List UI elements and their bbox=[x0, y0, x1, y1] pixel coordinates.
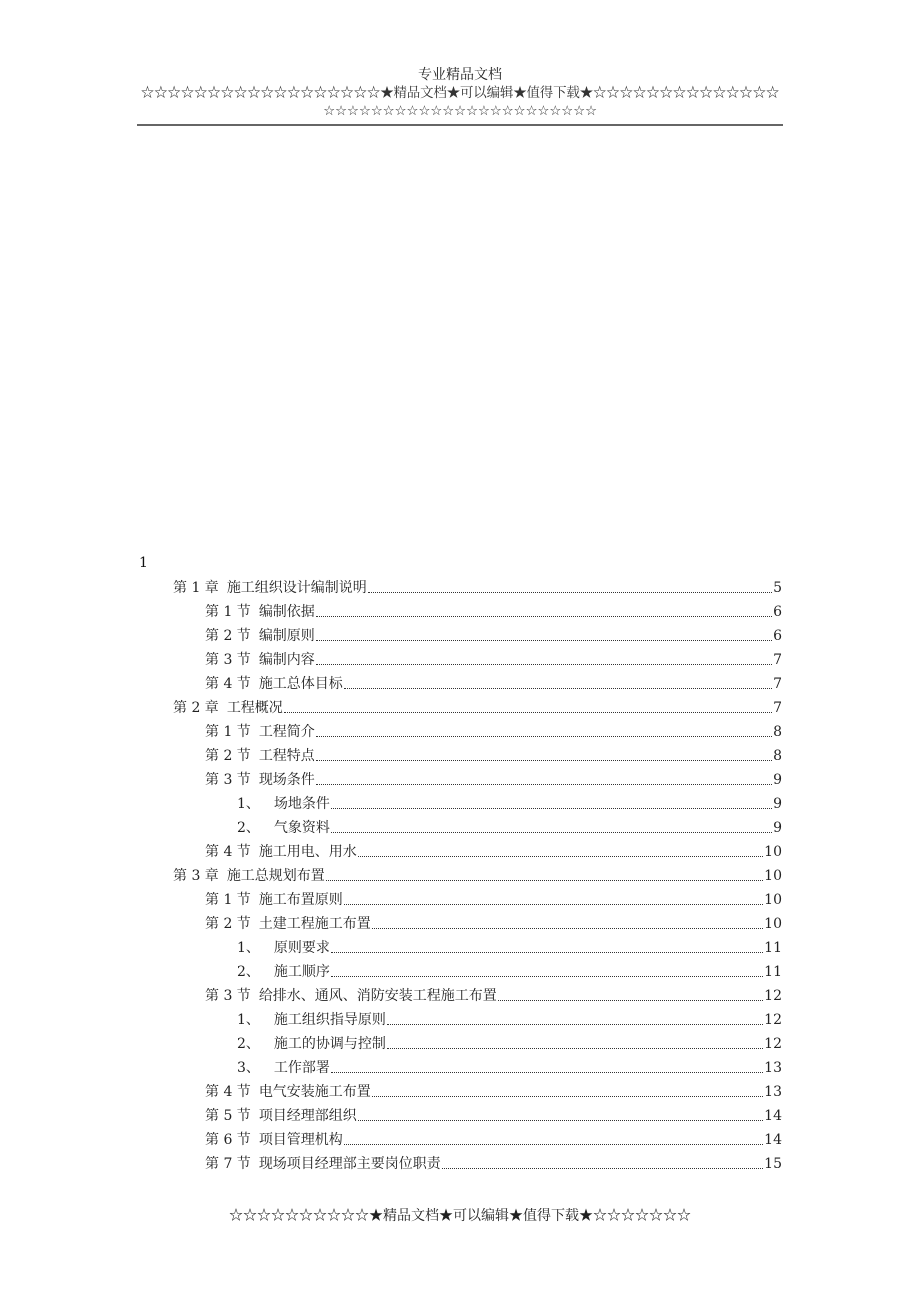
toc-entry[interactable] bbox=[237, 959, 782, 981]
header-divider bbox=[137, 124, 783, 126]
toc-entry[interactable] bbox=[205, 1079, 782, 1101]
toc-leader-dots bbox=[344, 904, 763, 905]
toc-entry-label bbox=[205, 747, 315, 765]
toc-entry-title: 施工组织指导原则 bbox=[273, 1012, 386, 1028]
toc-entry-page: 15 bbox=[764, 1156, 782, 1172]
toc-entry-prefix: 第 7 节 bbox=[205, 1156, 251, 1172]
toc-entry-page: 10 bbox=[764, 868, 782, 884]
toc-entry-title: 编制原则 bbox=[258, 628, 315, 644]
toc-entry[interactable] bbox=[205, 599, 782, 621]
toc-leader-dots bbox=[358, 1120, 763, 1121]
toc-entry-title: 工程特点 bbox=[258, 748, 315, 764]
toc-entry-title: 工程简介 bbox=[258, 724, 315, 740]
toc-entry-page: 7 bbox=[773, 700, 782, 716]
toc-entry-page: 12 bbox=[764, 1036, 782, 1052]
toc-entry[interactable] bbox=[205, 1127, 782, 1149]
header-banner-line-1: ☆☆☆☆☆☆☆☆☆☆☆☆☆☆☆☆☆☆★精品文档★可以编辑★值得下载★☆☆☆☆☆☆☆☆☆☆☆☆☆☆ bbox=[140, 85, 780, 101]
toc-entry[interactable] bbox=[205, 1151, 782, 1173]
toc-entry-label bbox=[205, 891, 343, 909]
header-title: 专业精品文档 bbox=[418, 67, 502, 83]
toc-entry-page: 7 bbox=[773, 652, 782, 668]
toc-entry-page: 10 bbox=[764, 844, 782, 860]
toc-entry-label bbox=[237, 1035, 386, 1053]
toc-entry[interactable] bbox=[205, 719, 782, 741]
toc-entry-prefix: 2、 bbox=[237, 964, 260, 980]
toc-entry-prefix: 1、 bbox=[237, 1012, 260, 1028]
toc-entry-prefix: 第 4 节 bbox=[205, 1084, 251, 1100]
toc-entry-prefix: 第 2 节 bbox=[205, 628, 251, 644]
toc-entry-title: 编制内容 bbox=[258, 652, 315, 668]
toc-entry-page: 8 bbox=[773, 748, 782, 764]
toc-entry[interactable] bbox=[205, 671, 782, 693]
toc-entry-page: 11 bbox=[764, 940, 782, 956]
toc-entry[interactable] bbox=[205, 647, 782, 669]
toc-entry-label bbox=[237, 939, 330, 957]
toc-entry-label bbox=[205, 915, 371, 933]
toc-entry[interactable] bbox=[173, 575, 782, 597]
toc-entry-title: 施工的协调与控制 bbox=[273, 1036, 386, 1052]
toc-entry-label bbox=[205, 771, 315, 789]
toc-entry[interactable] bbox=[237, 1055, 782, 1077]
toc-leader-dots bbox=[368, 592, 772, 593]
toc-entry-prefix: 第 4 节 bbox=[205, 844, 251, 860]
toc-entry-title: 气象资料 bbox=[273, 820, 330, 836]
toc-entry-prefix: 第 3 节 bbox=[205, 652, 251, 668]
toc-entry-title: 现场条件 bbox=[258, 772, 315, 788]
toc-entry[interactable] bbox=[173, 863, 782, 885]
toc-leader-dots bbox=[284, 712, 772, 713]
toc-entry-label bbox=[173, 699, 283, 717]
toc-entry-prefix: 第 2 节 bbox=[205, 748, 251, 764]
toc-entry-title: 施工用电、用水 bbox=[258, 844, 357, 860]
toc-entry-prefix: 第 6 节 bbox=[205, 1132, 251, 1148]
toc-entry-page: 8 bbox=[773, 724, 782, 740]
toc-entry-title: 给排水、通风、消防安装工程施工布置 bbox=[258, 988, 497, 1004]
toc-entry-prefix: 第 3 章 bbox=[173, 868, 219, 884]
toc-leader-dots bbox=[498, 1000, 763, 1001]
footer-banner: ☆☆☆☆☆☆☆☆☆☆★精品文档★可以编辑★值得下载★☆☆☆☆☆☆☆ bbox=[229, 1208, 691, 1224]
toc-entry[interactable] bbox=[237, 815, 782, 837]
page-number: 1 bbox=[139, 555, 148, 571]
toc-entry-page: 10 bbox=[764, 892, 782, 908]
toc-leader-dots bbox=[326, 880, 763, 881]
toc-entry-page: 14 bbox=[764, 1132, 782, 1148]
toc-leader-dots bbox=[331, 952, 763, 953]
toc-entry-title: 场地条件 bbox=[273, 796, 330, 812]
toc-entry-label bbox=[205, 1155, 441, 1173]
toc-entry[interactable] bbox=[205, 1103, 782, 1125]
toc-leader-dots bbox=[331, 976, 763, 977]
toc-entry-label bbox=[205, 603, 315, 621]
toc-entry-label bbox=[237, 819, 330, 837]
toc-entry-prefix: 第 3 节 bbox=[205, 988, 251, 1004]
toc-entry-page: 14 bbox=[764, 1108, 782, 1124]
toc-leader-dots bbox=[316, 640, 772, 641]
toc-entry-label bbox=[205, 723, 315, 741]
toc-entry-prefix: 2、 bbox=[237, 820, 260, 836]
toc-leader-dots bbox=[372, 1096, 763, 1097]
toc-entry-page: 6 bbox=[773, 628, 782, 644]
toc-entry-title: 项目管理机构 bbox=[258, 1132, 343, 1148]
toc-entry-label bbox=[205, 651, 315, 669]
toc-leader-dots bbox=[344, 1144, 763, 1145]
toc-entry-label bbox=[205, 1083, 371, 1101]
toc-leader-dots bbox=[316, 616, 772, 617]
toc-entry-prefix: 第 1 节 bbox=[205, 724, 251, 740]
toc-entry-page: 9 bbox=[773, 796, 782, 812]
toc-leader-dots bbox=[387, 1024, 763, 1025]
toc-entry-title: 施工总规划布置 bbox=[226, 868, 325, 884]
toc-entry-page: 9 bbox=[773, 772, 782, 788]
toc-entry-title: 现场项目经理部主要岗位职责 bbox=[258, 1156, 441, 1172]
toc-entry-title: 原则要求 bbox=[273, 940, 330, 956]
toc-leader-dots bbox=[331, 808, 772, 809]
toc-leader-dots bbox=[316, 736, 772, 737]
toc-leader-dots bbox=[387, 1048, 763, 1049]
toc-entry-label bbox=[205, 987, 497, 1005]
toc-leader-dots bbox=[316, 760, 772, 761]
toc-entry-prefix: 2、 bbox=[237, 1036, 260, 1052]
toc-leader-dots bbox=[358, 856, 763, 857]
toc-entry[interactable] bbox=[205, 983, 782, 1005]
toc-entry-title: 土建工程施工布置 bbox=[258, 916, 371, 932]
toc-entry-title: 项目经理部组织 bbox=[258, 1108, 357, 1124]
toc-entry-label bbox=[237, 795, 330, 813]
toc-entry-page: 13 bbox=[764, 1060, 782, 1076]
toc-entry-prefix: 第 1 章 bbox=[173, 580, 219, 596]
toc-entry-prefix: 第 4 节 bbox=[205, 676, 251, 692]
toc-entry-page: 7 bbox=[773, 676, 782, 692]
toc-entry[interactable] bbox=[173, 695, 782, 717]
toc-entry-label bbox=[205, 1131, 343, 1149]
toc-entry-prefix: 第 1 节 bbox=[205, 604, 251, 620]
toc-entry-label bbox=[237, 1011, 386, 1029]
toc-leader-dots bbox=[372, 928, 763, 929]
toc-entry-title: 工程概况 bbox=[226, 700, 283, 716]
toc-entry[interactable] bbox=[237, 1031, 782, 1053]
toc-entry-prefix: 1、 bbox=[237, 940, 260, 956]
toc-leader-dots bbox=[331, 832, 772, 833]
toc-entry-prefix: 第 5 节 bbox=[205, 1108, 251, 1124]
toc-entry-page: 12 bbox=[764, 1012, 782, 1028]
toc-entry[interactable] bbox=[205, 743, 782, 765]
toc-entry-label bbox=[205, 675, 343, 693]
toc-entry-title: 施工总体目标 bbox=[258, 676, 343, 692]
toc-leader-dots bbox=[344, 688, 772, 689]
header-banner-line-2: ☆☆☆☆☆☆☆☆☆☆☆☆☆☆☆☆☆☆☆☆☆☆☆ bbox=[323, 103, 597, 119]
toc-entry[interactable] bbox=[237, 791, 782, 813]
toc-entry-page: 6 bbox=[773, 604, 782, 620]
toc-entry-label bbox=[237, 1059, 330, 1077]
toc-leader-dots bbox=[316, 784, 772, 785]
toc-entry-prefix: 1、 bbox=[237, 796, 260, 812]
toc-entry-label bbox=[205, 627, 315, 645]
toc-leader-dots bbox=[316, 664, 772, 665]
toc-entry-page: 10 bbox=[764, 916, 782, 932]
toc-entry-page: 5 bbox=[773, 580, 782, 596]
toc-leader-dots bbox=[442, 1168, 763, 1169]
toc-entry[interactable] bbox=[205, 767, 782, 789]
toc-entry-prefix: 3、 bbox=[237, 1060, 260, 1076]
toc-entry[interactable] bbox=[205, 887, 782, 909]
toc-entry-label bbox=[205, 843, 357, 861]
toc-entry-label bbox=[205, 1107, 357, 1125]
toc-entry-page: 9 bbox=[773, 820, 782, 836]
toc-entry-page: 12 bbox=[764, 988, 782, 1004]
toc-entry[interactable] bbox=[237, 935, 782, 957]
toc-entry-prefix: 第 3 节 bbox=[205, 772, 251, 788]
page-header bbox=[137, 66, 783, 120]
toc-entry-label bbox=[173, 867, 325, 885]
toc-entry-page: 13 bbox=[764, 1084, 782, 1100]
toc-entry-prefix: 第 1 节 bbox=[205, 892, 251, 908]
toc-entry-title: 施工布置原则 bbox=[258, 892, 343, 908]
toc-entry[interactable] bbox=[205, 911, 782, 933]
toc-entry-label bbox=[173, 579, 367, 597]
toc-entry-title: 工作部署 bbox=[273, 1060, 330, 1076]
toc-entry-page: 11 bbox=[764, 964, 782, 980]
toc-entry[interactable] bbox=[237, 1007, 782, 1029]
toc-entry-title: 电气安装施工布置 bbox=[258, 1084, 371, 1100]
toc-entry[interactable] bbox=[205, 839, 782, 861]
toc-entry-prefix: 第 2 节 bbox=[205, 916, 251, 932]
toc-entry[interactable] bbox=[205, 623, 782, 645]
toc-entry-label bbox=[237, 963, 330, 981]
toc-entry-title: 施工顺序 bbox=[273, 964, 330, 980]
toc-entry-title: 编制依据 bbox=[258, 604, 315, 620]
toc-entry-prefix: 第 2 章 bbox=[173, 700, 219, 716]
toc-entry-title: 施工组织设计编制说明 bbox=[226, 580, 367, 596]
toc-leader-dots bbox=[331, 1072, 763, 1073]
